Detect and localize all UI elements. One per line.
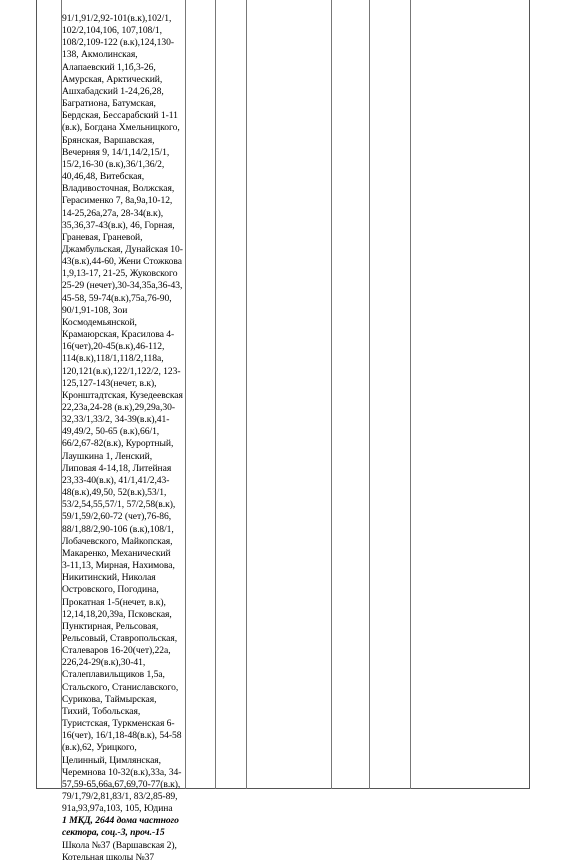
address-line: Джамбульская, Дунайская 10- — [62, 243, 183, 255]
address-line: Сталеплавильщиков 1,5а, — [62, 669, 165, 681]
address-line: 66/2,67-82(в.к), Курортный, — [62, 438, 174, 450]
address-line: Лаушкина 1, Ленский, — [62, 450, 153, 462]
address-line: Никитинский, Николая — [62, 572, 156, 584]
address-line: Школа №37 (Варшавская 2), — [62, 839, 177, 851]
address-line: Ашхабадский 1-24,26,28, — [62, 85, 164, 97]
address-line: Прокатная 1-5(нечет, в.к), — [62, 596, 166, 608]
address-line: (в.к), Богдана Хмельницкого, — [62, 122, 180, 134]
address-line: Бердская, Бессарабский 1-11 — [62, 110, 178, 122]
address-line: 45-58, 59-74(в.к),75а,76-90, — [62, 292, 172, 304]
address-line: 53/2,54,55,57/1, 57/2,58(в.к), — [62, 499, 176, 511]
address-line: 14-25,26а,27а, 28-34(в.к), — [62, 207, 164, 219]
address-line: Герасименко 7, 8а,9а,10-12, — [62, 195, 173, 207]
address-line: 138, Акмолинская, — [62, 49, 138, 61]
address-line: 43(в.к),44-60, Жени Стожкова — [62, 256, 182, 268]
address-line: Туристская, Туркменская 6- — [62, 718, 175, 730]
address-line: Черемнова 10-32(в.к),33а, 34- — [62, 766, 182, 778]
address-line: 59/1,59/2,60-72 (чет),76-86, — [62, 511, 172, 523]
address-line: Амурская, Арктический, — [62, 73, 163, 85]
address-line: Макаренко, Механический — [62, 547, 171, 559]
address-line: 22,23а,24-28 (в.к),29,29а,30- — [62, 402, 175, 413]
address-line: Брянская, Варшавская, — [62, 134, 155, 146]
address-line: Крамаюрская, Красилова 4- — [62, 329, 175, 341]
address-line: 91/1,91/2,92-101(в.к),102/1, — [62, 13, 172, 24]
address-line: Сурикова, Таймырская, — [62, 693, 157, 705]
address-line: Тихий, Тобольская, — [62, 705, 141, 717]
address-line: Кронштадтская, Кузедеевская — [62, 389, 183, 401]
column-divider — [369, 0, 370, 789]
address-line: 91а,93,97а,103, 105, Юдина — [62, 803, 173, 815]
address-line: Целинный, Цимлянская, — [62, 754, 162, 766]
address-line: 125,127-143(нечет, в.к), — [62, 377, 157, 389]
address-line: 25-29 (нечет),30-34,35а,36-43, — [62, 280, 183, 292]
address-line: Космодемьянской, — [62, 316, 137, 328]
address-line: 57,59-65,66а,67,69,70-77(в.к), — [62, 778, 181, 790]
address-line: 32,33/1,33/2, 34-39(в.к),41- — [62, 414, 170, 426]
address-line: 49,49/2, 50-65 (в.к),66/1, — [62, 426, 160, 438]
address-line: Лобачевского, Майкопская, — [62, 535, 173, 547]
address-line: 35,36,37-43(в.к), 46, Горная, — [62, 219, 175, 231]
address-line: 226,24-29(в.к),30-41, — [62, 657, 146, 669]
address-line: Рельсовый, Ставропольская, — [62, 632, 178, 644]
address-line: 1,9,13-17, 21-25, Жуковского — [62, 268, 178, 280]
address-line: 48(в.к),49,50, 52(в.к),53/1, — [62, 487, 167, 499]
address-line: Владивосточная, Волжская, — [62, 183, 175, 195]
address-line: сектора, соц.-3, проч.-15 — [62, 827, 165, 839]
address-line: 40,46,48, Витебская, — [62, 171, 145, 183]
address-list-cell — [62, 13, 188, 864]
address-line: 90/1,91-108, Зои — [62, 304, 128, 316]
address-line: 15/2,16-30 (в.к),36/1,36/2, — [62, 158, 165, 170]
address-line: 108/2,109-122 (в.к),124,130- — [62, 37, 174, 49]
column-divider — [215, 0, 216, 789]
address-line: Пунктирная, Рельсовая, — [62, 620, 159, 632]
address-line: Островского, Погодина, — [62, 584, 159, 596]
address-line: 79/1,79/2,81,83/1, 83/2,85-89, — [62, 791, 178, 802]
address-line: 120,121(в.к),122/1,122/2, 123- — [62, 365, 181, 377]
address-line: 23,33-40(в.к), 41/1,41/2,43- — [62, 474, 170, 486]
address-line: Багратиона, Батумская, — [62, 98, 156, 110]
address-line: 102/2,104,106, 107,108/1, — [62, 25, 163, 37]
address-line: Алапаевский 1,1б,3-26, — [62, 61, 156, 73]
address-line: 16(чет),20-45(в.к),46-112, — [62, 341, 165, 353]
column-divider — [410, 0, 411, 789]
column-divider — [246, 0, 247, 789]
address-line: 3-11,13, Мирная, Нахимова, — [62, 560, 175, 572]
address-line: Граневая, Граневой, — [62, 231, 143, 243]
address-line: 12,14,18,20,39а, Псковская, — [62, 608, 172, 620]
address-line: 1 МКД, 2644 дома частного — [62, 815, 179, 827]
address-line: (в.к),62, Урицкого, — [62, 742, 137, 754]
address-line: Сталеваров 16-20(чет),22а, — [62, 645, 171, 657]
address-line: 114(в.к),118/1,118/2,118а, — [62, 353, 164, 365]
address-line: 88/1,88/2,90-106 (в.к),108/1, — [62, 523, 174, 535]
address-line: Липовая 4-14,18, Литейная — [62, 462, 172, 474]
address-line: Вечерняя 9, 14/1,14/2,15/1, — [62, 146, 170, 158]
address-line: Стальского, Станиславского, — [62, 681, 179, 693]
column-divider — [331, 0, 332, 789]
address-line: Котельная школы №37 — [62, 851, 155, 863]
address-line: 16(чет), 16/1,18-48(в.к), 54-58 — [62, 730, 182, 742]
